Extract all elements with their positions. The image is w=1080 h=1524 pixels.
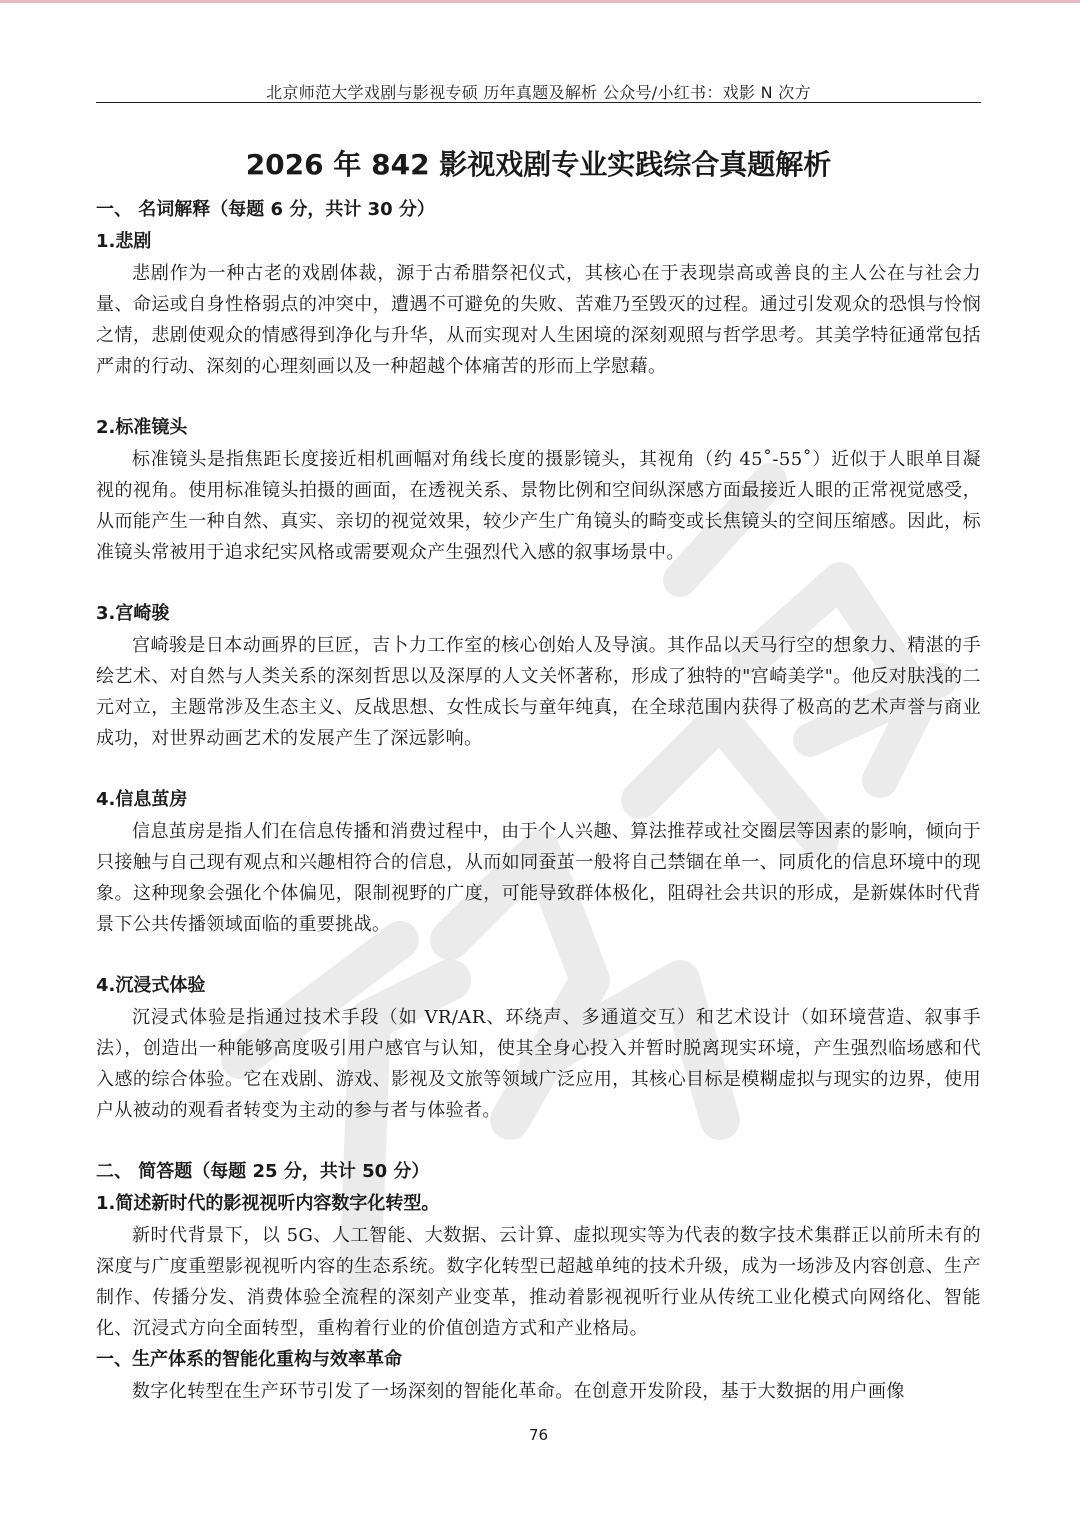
top-border [0, 0, 1080, 3]
section-heading-short-answer: 二、 简答题（每题 25 分，共计 50 分） [96, 1161, 430, 1182]
header-divider [96, 102, 981, 103]
term-heading: 4.信息茧房 [96, 789, 188, 810]
answer-intro-paragraph: 新时代背景下，以 5G、人工智能、大数据、云计算、虚拟现实等为代表的数字技术集群正以前所未有的深度与广度重塑影视视听内容的生态系统。数字化转型已超越单纯的技术升级，成为一场涉及内容创意、生产制作、传播分发、消费体验全流程的深刻产业变革，推动着影视视听行业从传统工业化模式向网络化、智能化、沉浸式方向全面转型，重构着行业的价值创造方式和产业格局。 [96, 1225, 981, 1339]
term-heading: 1.悲剧 [96, 231, 152, 252]
section-heading-terms: 一、 名词解释（每题 6 分，共计 30 分） [96, 199, 435, 220]
document-body [96, 194, 981, 1407]
page-number: 76 [528, 1426, 549, 1444]
term-paragraph: 信息茧房是指人们在信息传播和消费过程中，由于个人兴趣、算法推荐或社交圈层等因素的影响，倾向于只接触与自己现有观点和兴趣相符合的信息，从而如同蚕茧一般将自己禁锢在单一、同质化的信息环境中的现象。这种现象会强化个体偏见，限制视野的广度，可能导致群体极化，阻碍社会共识的形成，是新媒体时代背景下公共传播领域面临的重要挑战。 [96, 821, 981, 935]
page-header: 北京师范大学戏剧与影视专硕 历年真题及解析 公众号/小红书：戏影 N 次方 [266, 83, 811, 102]
answer-subheading: 一、生产体系的智能化重构与效率革命 [96, 1349, 402, 1370]
page-title: 2026 年 842 影视戏剧专业实践综合真题解析 [245, 148, 832, 181]
term-heading: 4.沉浸式体验 [96, 975, 206, 996]
term-paragraph: 宫崎骏是日本动画界的巨匠，吉卜力工作室的核心创始人及导演。其作品以天马行空的想象力、精湛的手绘艺术、对自然与人类关系的深刻哲思以及深厚的人文关怀著称，形成了独特的"宫崎美学"。他反对肤浅的二元对立，主题常涉及生态主义、反战思想、女性成长与童年纯真，在全球范围内获得了极高的艺术声誉与商业成功，对世界动画艺术的发展产生了深远影响。 [96, 635, 981, 749]
answer-paragraph: 数字化转型在生产环节引发了一场深刻的智能化革命。在创意开发阶段，基于大数据的用户画像 [132, 1381, 905, 1402]
question-heading: 1.简述新时代的影视视听内容数字化转型。 [96, 1193, 440, 1214]
term-heading: 3.宫崎骏 [96, 603, 170, 624]
term-paragraph: 沉浸式体验是指通过技术手段（如 VR/AR、环绕声、多通道交互）和艺术设计（如环境营造、叙事手法），创造出一种能够高度吸引用户感官与认知，使其全身心投入并暂时脱离现实环境，产生强烈临场感和代入感的综合体验。它在戏剧、游戏、影视及文旅等领域广泛应用，其核心目标是模糊虚拟与现实的边界，使用户从被动的观看者转变为主动的参与者与体验者。 [96, 1007, 981, 1121]
term-paragraph: 标准镜头是指焦距长度接近相机画幅对角线长度的摄影镜头，其视角（约 45˚-55˚）近似于人眼单目凝视的视角。使用标准镜头拍摄的画面，在透视关系、景物比例和空间纵深感方面最接近人眼的正常视觉感受，从而能产生一种自然、真实、亲切的视觉效果，较少产生广角镜头的畸变或长焦镜头的空间压缩感。因此，标准镜头常被用于追求纪实风格或需要观众产生强烈代入感的叙事场景中。 [96, 449, 981, 563]
term-heading: 2.标准镜头 [96, 417, 188, 438]
term-paragraph: 悲剧作为一种古老的戏剧体裁，源于古希腊祭祀仪式，其核心在于表现崇高或善良的主人公在与社会力量、命运或自身性格弱点的冲突中，遭遇不可避免的失败、苦难乃至毁灭的过程。通过引发观众的恐惧与怜悯之情，悲剧使观众的情感得到净化与升华，从而实现对人生困境的深刻观照与哲学思考。其美学特征通常包括严肃的行动、深刻的心理刻画以及一种超越个体痛苦的形而上学慰藉。 [96, 263, 981, 377]
